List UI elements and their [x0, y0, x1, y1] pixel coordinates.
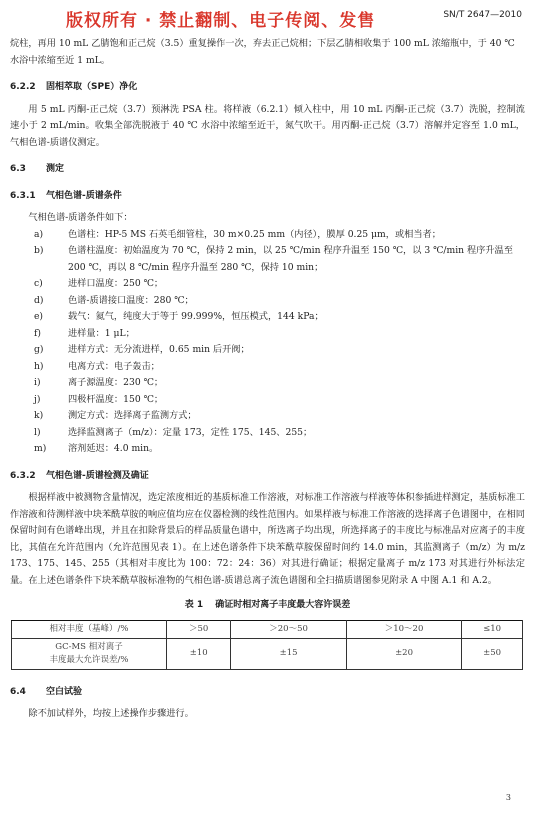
- list-item: [34, 425, 525, 442]
- list-item: [34, 441, 525, 458]
- section-title: 空白试验: [46, 686, 83, 697]
- table-cell: 相对丰度（基峰）/%: [12, 620, 167, 638]
- list-item: [34, 276, 525, 293]
- list-item: [34, 227, 525, 244]
- list-item-label: d): [34, 294, 44, 306]
- page-number: 3: [505, 793, 511, 802]
- list-item-label: l): [34, 426, 41, 438]
- list-item: [34, 342, 525, 359]
- section-heading-6-3-2: [10, 468, 525, 485]
- section-title: 气相色谱-质谱条件: [46, 190, 122, 201]
- list-item-text: 进样量：1 μL；: [68, 327, 135, 339]
- list-item-label: b): [34, 245, 44, 256]
- table-cell: ＞50: [167, 620, 231, 638]
- section-number: 6.3.2: [10, 470, 36, 481]
- table-cell: ±50: [462, 638, 523, 669]
- section-heading-6-3: [10, 161, 525, 178]
- table-number: 表 1: [184, 600, 204, 610]
- section-number: 6.3: [10, 164, 26, 174]
- list-item-label: g): [34, 344, 44, 355]
- document-body: [10, 36, 525, 723]
- section-title: 固相萃取（SPE）净化: [46, 82, 138, 92]
- section-heading-6-2-2: [10, 79, 525, 96]
- table-cell: ≤10: [462, 620, 523, 638]
- conditions-list: [34, 227, 525, 458]
- section-6-4-text: 除不加试样外，均按上述操作步骤进行。: [28, 708, 194, 719]
- list-item-text: 溶剂延迟：4.0 min。: [68, 443, 159, 454]
- list-item-text: 色谱-质谱接口温度：280 ℃；: [68, 294, 194, 306]
- list-item: [34, 408, 525, 425]
- list-item-label: m): [34, 443, 47, 454]
- section-6-2-2-text: 用 5 mL 丙酮-正己烷（3.7）预淋洗 PSA 柱。将样液（6.2.1）倾入柱中，用 10 mL 丙酮-正己烷（3.7）洗脱，控制流速小于 2 mL/min。收集全部洗脱液于 40 ℃ 水浴中浓缩至近干，氮气吹干。用丙酮-正己烷（3.7）溶解并定容至 1.0 mL，气相色谱-质谱仪测定。: [10, 103, 525, 148]
- table-cell: ±20: [346, 638, 461, 669]
- list-item-label: c): [34, 278, 43, 289]
- tolerance-table: [11, 620, 523, 670]
- table-cell: [12, 638, 167, 669]
- table-title: 确证时相对离子丰度最大容许误差: [215, 600, 351, 610]
- table-row: [12, 620, 523, 638]
- table-cell-line: 丰度最大允许误差/%: [49, 654, 129, 665]
- list-item: [34, 326, 525, 343]
- list-item: [34, 392, 525, 409]
- section-number: 6.2.2: [10, 82, 36, 92]
- list-item-label: i): [34, 377, 41, 388]
- table-row: [12, 638, 523, 669]
- table-cell: ±15: [231, 638, 346, 669]
- list-item-text: 四极杆温度：150 ℃；: [68, 393, 164, 405]
- table-caption: [10, 597, 525, 614]
- section-6-3-2-text: 根据样液中被测物含量情况，选定浓度相近的基质标准工作溶液，对标准工作溶液与样液等体积参插进样测定，基质标准工作溶液和待测样液中块苯酰草胺的响应值均应在仪器检测的线性范围内。如果样液与标准工作溶液的选择离子色谱图中，在相同保留时间有色谱峰出现，并且在扣除背景后的样品质量色谱中，所选离子均出现，所选择离子的丰度比与标准品对应离子的丰度比，其值在允许范围内（允许范围见表 1）。在上述色谱条件下块苯酰草胺保留时间约 14.0 min，其监测离子（m/z）为 m/z 173、175、145、255（其相对丰度比为 100：72：24：36）对其进行确证；根据定量离子 m/z 173 对其进行外标法定量。在上述色谱条件下块苯酰草胺标准物的气相色谱-质谱总离子流色谱图和全扫描质谱图参见附录 A 中图 A.1 和 A.2。: [10, 492, 525, 586]
- list-item-text: 色谱柱：HP-5 MS 石英毛细管柱，30 m×0.25 mm（内径），膜厚 0.25 μm，或相当者；: [68, 228, 441, 240]
- list-item-text: 选择监测离子（m/z）：定量 173，定性 175、145、255；: [68, 426, 313, 438]
- list-item-label: e): [34, 311, 44, 322]
- list-item: [34, 293, 525, 310]
- list-item-label: k): [34, 410, 44, 421]
- standard-number: SN/T 2647—2010: [443, 10, 522, 20]
- table-cell: ＞20～50: [231, 620, 346, 638]
- list-item: [34, 359, 525, 376]
- list-item-text: 载气：氦气，纯度大于等于 99.999%，恒压模式，144 kPa；: [68, 311, 324, 322]
- section-heading-6-4: [10, 684, 525, 701]
- list-item: [34, 309, 525, 326]
- list-item-label: a): [34, 228, 44, 240]
- list-item-text: 电离方式：电子轰击；: [68, 360, 160, 372]
- list-item: [34, 243, 525, 276]
- section-heading-6-3-1: [10, 188, 525, 205]
- list-item-text: 测定方式：选择离子监测方式；: [68, 410, 197, 421]
- list-item-text: 离子源温度：230 ℃；: [68, 377, 164, 388]
- list-item: [34, 375, 525, 392]
- section-title: 测定: [46, 164, 65, 174]
- section-number: 6.3.1: [10, 190, 36, 201]
- list-item-label: f): [34, 327, 41, 339]
- intro-paragraph: 烷柱，再用 10 mL 乙腈饱和正己烷（3.5）重复操作一次，弃去正己烷相；下层乙腈相收集于 100 mL 浓缩瓶中，于 40 ℃ 水浴中浓缩至近 1 mL。: [10, 38, 515, 66]
- table-cell: ±10: [167, 638, 231, 669]
- table-cell-line: GC-MS 相对离子: [55, 641, 123, 652]
- section-number: 6.4: [10, 686, 26, 697]
- list-item-text: 进样方式：无分流进样，0.65 min 后开阀；: [68, 344, 250, 355]
- conditions-lead: 气相色谱-质谱条件如下：: [28, 212, 133, 223]
- list-item-label: h): [34, 360, 44, 372]
- table-cell: ＞10～20: [346, 620, 461, 638]
- section-title: 气相色谱-质谱检测及确证: [46, 470, 149, 481]
- list-item-text: 进样口温度：250 ℃；: [68, 278, 164, 289]
- list-item-label: j): [34, 393, 41, 405]
- copyright-watermark: 版权所有 · 禁止翻制、电子传阅、发售: [66, 11, 376, 31]
- list-item-text: 色谱柱温度：初始温度为 70 ℃，保持 2 min，以 25 ℃/min 程序升温至 150 ℃，以 3 ℃/min 程序升温至 200 ℃，再以 8 ℃/min 程序升温至 280 ℃，保持 10 min；: [68, 245, 513, 273]
